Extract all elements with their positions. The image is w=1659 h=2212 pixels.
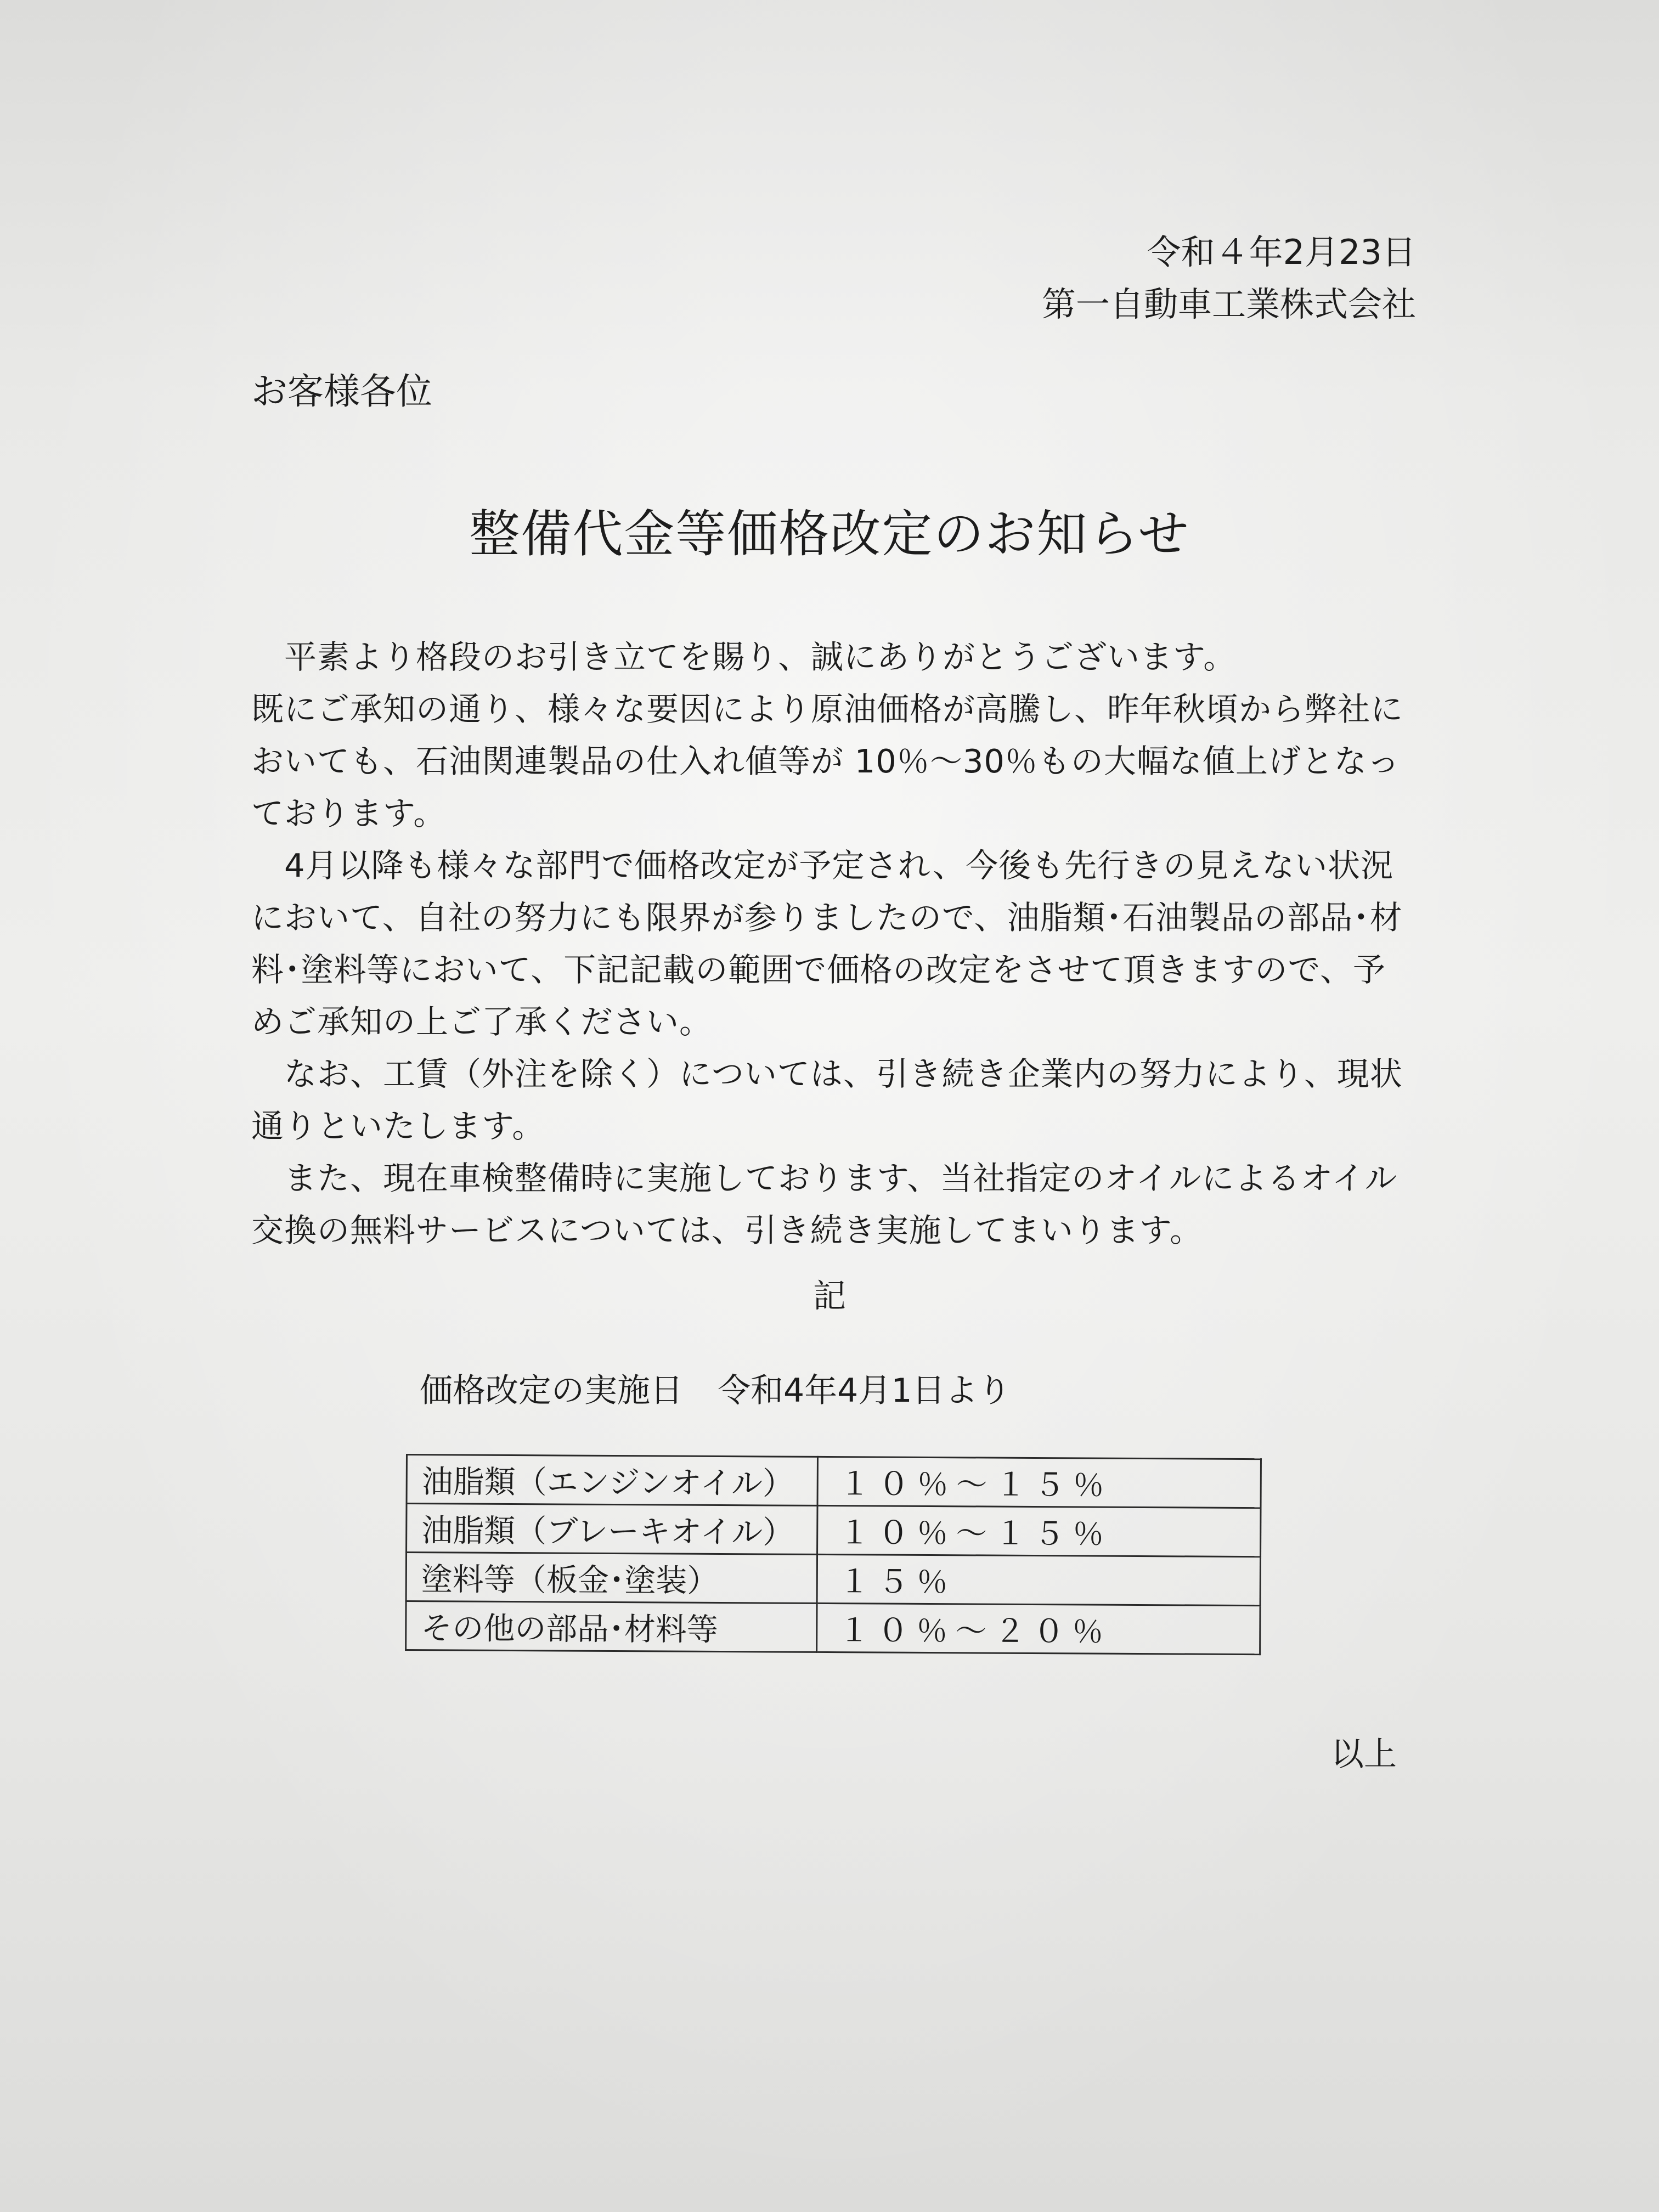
body-paragraph-greeting: 平素より格段のお引き立てを賜り、誠にありがとうございます。 bbox=[251, 638, 1237, 676]
body-paragraph-service: また、現在車検整備時に実施しております、当社指定のオイルによるオイル交換の無料サービスについては、引き続き実施してまいります。 bbox=[251, 1159, 1398, 1249]
table-row bbox=[407, 1504, 1261, 1557]
closing-ijo: 以上 bbox=[1331, 1735, 1397, 1774]
table-cell-rate: １０％～２０％ bbox=[817, 1603, 1260, 1654]
body-paragraph-labor: なお、工賃（外注を除く）については、引き続き企業内の努力により、現状通りといたします。 bbox=[251, 1055, 1403, 1145]
price-table bbox=[405, 1454, 1262, 1655]
implementation-label: 価格改定の実施日 bbox=[420, 1372, 683, 1410]
ki-heading: 記 bbox=[813, 1277, 846, 1316]
implementation-date: 令和4年4月1日より bbox=[718, 1372, 1011, 1410]
table-cell-rate: １０％～１５％ bbox=[817, 1457, 1261, 1508]
table-row bbox=[407, 1455, 1261, 1508]
body-paragraph-revision: 4月以降も様々な部門で価格改定が予定され、今後も先行きの見えない状況において、自社の努力にも限界が参りましたので、油脂類･石油製品の部品･材料･塗料等において、下記記載の範囲で価格の改定をさせて頂きますので、予めご承知の上ご了承ください。 bbox=[251, 847, 1403, 1041]
table-cell-item: その他の部品･材料等 bbox=[406, 1601, 817, 1652]
table-cell-rate: １５％ bbox=[817, 1554, 1260, 1605]
company-name: 第一自動車工業株式会社 bbox=[1041, 284, 1416, 324]
table-cell-rate: １０％～１５％ bbox=[817, 1505, 1261, 1556]
table-cell-item: 油脂類（エンジンオイル） bbox=[407, 1455, 817, 1506]
document-title: 整備代金等価格改定のお知らせ bbox=[469, 505, 1190, 563]
table-cell-item: 塗料等（板金･塗装） bbox=[406, 1553, 817, 1604]
table-row bbox=[406, 1601, 1260, 1655]
body-text bbox=[251, 631, 1414, 1256]
letter-date: 令和４年2月23日 bbox=[1147, 232, 1416, 272]
body-paragraph-background: 既にご承知の通り、様々な要因により原油価格が高騰し、昨年秋頃から弊社においても、石油関連製品の仕入れ値等が 10％～30％もの大幅な値上げとなっております。 bbox=[251, 690, 1404, 832]
table-cell-item: 油脂類（ブレーキオイル） bbox=[407, 1504, 817, 1555]
table-row bbox=[406, 1553, 1260, 1606]
addressee: お客様各位 bbox=[251, 370, 432, 413]
